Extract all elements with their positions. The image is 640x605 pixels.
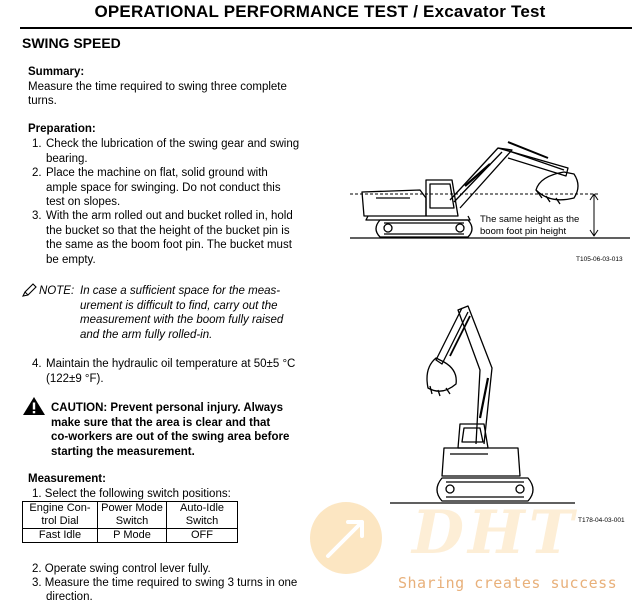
item-line: bearing. — [46, 152, 88, 165]
measurement-step-2: 2. Operate swing control lever fully. — [32, 563, 211, 575]
item-line: With the arm rolled out and bucket rolled in, hold — [46, 210, 293, 222]
measurement-step-1: 1. Select the following switch positions: — [32, 488, 231, 500]
watermark-slogan: Sharing creates success — [398, 574, 618, 592]
item-line: Maintain the hydraulic oil temperature at 50±5 °C — [46, 358, 296, 370]
caution-line: make sure that the area is clear and that — [51, 416, 271, 429]
item-line: the bucket so that the height of the bucket pin is — [46, 224, 290, 237]
note-label: NOTE: — [39, 285, 75, 297]
note-body — [80, 284, 312, 342]
note-line: measurement with the boom fully raised — [80, 314, 284, 326]
summary-heading: Summary: — [28, 66, 85, 78]
excavator-boom-raised-figure — [380, 298, 595, 508]
note-line: In case a sufficient space for the meas- — [80, 285, 281, 297]
item-number: 4. — [32, 358, 42, 370]
watermark-logo-icon — [308, 500, 384, 576]
item-number: 2. — [32, 167, 42, 179]
item-line: ample space for swinging. Do not conduct this — [46, 181, 281, 194]
measurement-step-3-cont: direction. — [46, 591, 93, 603]
measurement-step-3: 3. Measure the time required to swing 3 turns in one — [32, 577, 298, 589]
header-line: Switch — [185, 515, 219, 527]
header-line: Auto-Idle — [179, 502, 225, 514]
header-line: Engine Con- — [29, 502, 91, 514]
item-line: Place the machine on flat, solid ground with — [46, 167, 268, 179]
table-cell: P Mode — [98, 529, 167, 543]
page-title: OPERATIONAL PERFORMANCE TEST / Excavator Test — [94, 2, 546, 21]
pencil-icon — [22, 283, 38, 297]
caution-line: starting the measurement. — [51, 445, 195, 458]
preparation-item-2 — [32, 166, 314, 210]
watermark-logo-text: DHT — [412, 498, 578, 568]
item-line: the same as the boom foot pin. The bucket must — [46, 239, 292, 251]
caution-block — [51, 401, 313, 459]
table-header-cell — [167, 502, 238, 529]
note-line: and the arm fully rolled-in. — [80, 328, 213, 341]
caution-line: co-workers are out of the swing area before — [51, 431, 290, 443]
table-header-cell — [23, 502, 98, 529]
header-line: trol Dial — [41, 515, 79, 527]
figure-1-caption-line-2: boom foot pin height — [480, 226, 567, 237]
caution-line: CAUTION: Prevent personal injury. Always — [51, 402, 283, 414]
table-cell: Fast Idle — [23, 529, 98, 543]
section-title: SWING SPEED — [22, 35, 121, 51]
figure-2-id: T178-04-03-001 — [578, 517, 625, 524]
table-row — [23, 529, 238, 543]
item-line: be empty. — [46, 253, 96, 266]
item-line: (122±9 °F). — [46, 372, 104, 385]
summary-line-1: Measure the time required to swing three complete — [28, 81, 287, 93]
figure-1-id: T105-06-03-013 — [576, 256, 623, 263]
warning-icon — [22, 396, 46, 416]
preparation-heading: Preparation: — [28, 123, 96, 135]
preparation-item-1 — [32, 137, 314, 166]
switch-position-table — [22, 501, 238, 543]
item-number: 1. — [32, 138, 42, 150]
title-rule — [20, 27, 632, 29]
table-header-row — [23, 502, 238, 529]
item-line: Check the lubrication of the swing gear and swing — [46, 138, 300, 150]
header-line: Power Mode — [101, 502, 163, 514]
item-line: test on slopes. — [46, 196, 121, 208]
item-number: 3. — [32, 210, 42, 222]
table-header-cell — [98, 502, 167, 529]
measurement-heading: Measurement: — [28, 473, 106, 485]
preparation-item-4 — [32, 357, 314, 386]
header-line: Switch — [115, 515, 149, 527]
note-line: urement is difficult to find, carry out the — [80, 299, 278, 312]
preparation-item-3 — [32, 209, 314, 267]
table-cell: OFF — [167, 529, 238, 543]
figure-1-caption-line-1: The same height as the — [480, 214, 580, 225]
summary-line-2: turns. — [28, 95, 57, 107]
